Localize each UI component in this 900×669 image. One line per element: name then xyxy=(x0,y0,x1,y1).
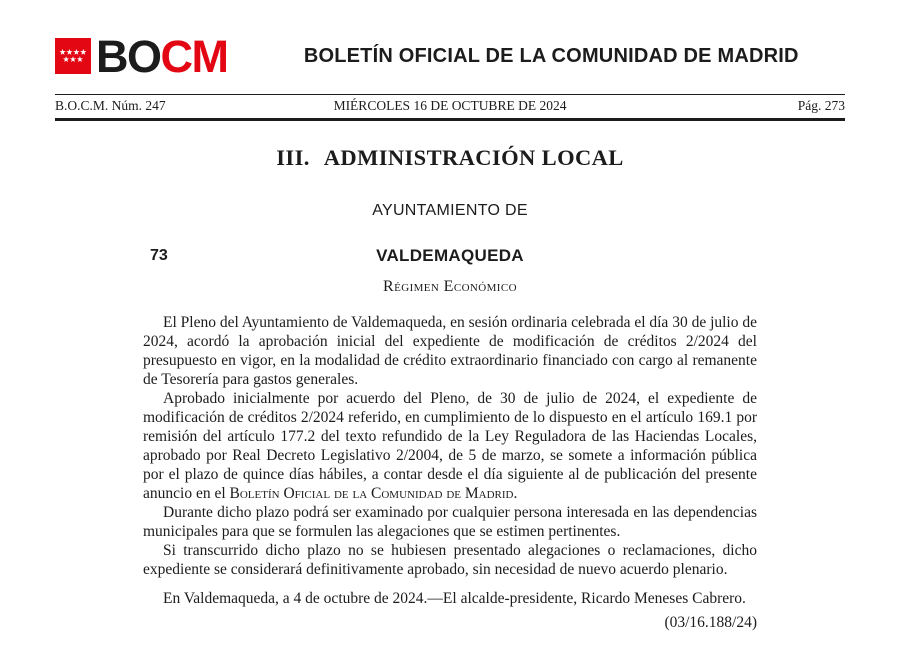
paragraph-1: El Pleno del Ayuntamiento de Valdemaqueda, en sesión ordinaria celebrada el día 30 de julio de 2024, acordó la aprobación inicial del expediente de modificación de créditos 2/2024 del presupuesto en vigor, en la modalidad de crédito extraordinario financiado con cargo al remanente de Tesorería para gastos generales. xyxy=(143,314,757,388)
logo-word-black: BO xyxy=(96,30,161,82)
announcement-text xyxy=(143,313,757,632)
bocm-logo xyxy=(55,30,228,82)
paragraph-3: Durante dicho plazo podrá ser examinado por cualquier persona interesada en las dependencias municipales para que se formulen las alegaciones que se estimen pertinentes. xyxy=(143,504,757,540)
issue-date: MIÉRCOLES 16 DE OCTUBRE DE 2024 xyxy=(333,98,567,113)
logo-word-red: CM xyxy=(160,30,228,82)
logo-wordmark xyxy=(96,30,228,82)
municipality-name: VALDEMAQUEDA xyxy=(376,246,524,265)
municipality-row xyxy=(143,246,757,266)
bulletin-title: BOLETÍN OFICIAL DE LA COMUNIDAD DE MADRID xyxy=(303,44,799,67)
paragraph-2 xyxy=(143,389,757,503)
closing-paragraph: En Valdemaqueda, a 4 de octubre de 2024.—El alcalde-presidente, Ricardo Meneses Cabrero. xyxy=(163,590,746,607)
announcement-number: 73 xyxy=(150,247,168,264)
document-body xyxy=(0,145,900,632)
section-title: ADMINISTRACIÓN LOCAL xyxy=(323,145,624,170)
paragraph-2-start: Aprobado inicialmente por acuerdo del Pleno, de 30 de julio de 2024, el expediente de modificación de créditos 2/2024 referido, en cumplimiento de lo dispuesto en el artículo 169.1 por remisión del artículo 177.2 del texto refundido de la Ley Reguladora de las Haciendas Locales, aprobado por Real Decreto Legislativo 2/2004, de 5 de marzo, se somete a información pública por el plazo de quince días hábiles, a contar desde el día siguiente al de publicación del presente anuncio en el xyxy=(143,390,757,502)
section-number: III. xyxy=(276,145,310,170)
paragraph-2-bocm-smallcaps: Boletín Oficial de la Comunidad de Madrid xyxy=(229,485,514,502)
brand-header xyxy=(0,0,900,82)
subject-heading: Régimen Económico xyxy=(383,278,517,295)
section-heading xyxy=(0,145,900,171)
page-number: Pág. 273 xyxy=(797,98,845,113)
paragraph-2-end: . xyxy=(513,485,518,502)
content-column xyxy=(143,246,757,632)
masthead-bar xyxy=(55,94,845,121)
issue-number: B.O.C.M. Núm. 247 xyxy=(55,98,166,113)
paragraph-4: Si transcurrido dicho plazo no se hubiesen presentado alegaciones o reclamaciones, dicho expediente se considerará definitivamente aprobado, sin necesidad de nuevo acuerdo plenario. xyxy=(143,542,757,578)
madrid-flag-icon xyxy=(55,38,91,74)
reference-code: (03/16.188/24) xyxy=(664,614,757,631)
organization-heading: AYUNTAMIENTO DE xyxy=(372,202,528,219)
